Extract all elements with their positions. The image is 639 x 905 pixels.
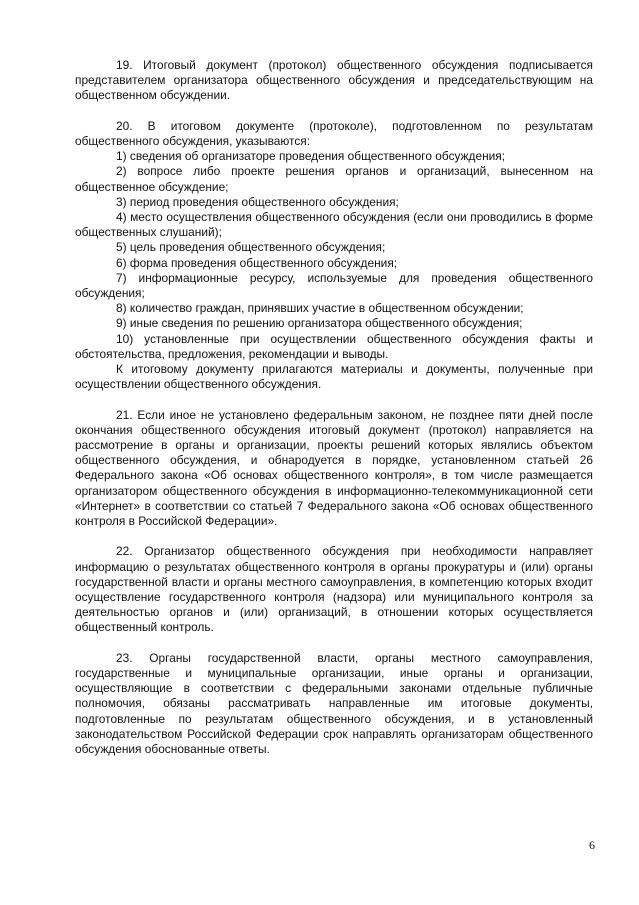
list-item-7: 7) информационные ресурсу, используемые для проведения общественного обсуждения;: [75, 270, 593, 301]
paragraph-item-19: 19. Итоговый документ (протокол) общественного обсуждения подписывается представителем организатора общественного обсуждения и председательствующим на общественном обсуждении.: [75, 58, 593, 103]
list-item-3: 3) период проведения общественного обсуждения;: [116, 194, 399, 209]
list-item-10: 10) установленные при осуществлении общественного обсуждения факты и обстоятельства, предложения, рекомендации и выводы.: [75, 331, 593, 361]
page-number: 6: [589, 838, 595, 852]
list-item-2: 2) вопросе либо проекте решения органов и организаций, вынесенном на общественное обсуждение;: [75, 164, 593, 194]
list-item-5: 5) цель проведения общественного обсуждения;: [116, 240, 386, 255]
document-body: [75, 58, 593, 757]
paragraph-item-20: 20. В итоговом документе (протоколе), подготовленном по результатам общественного обсуждения, указываются:: [75, 118, 593, 148]
paragraph-gap: [75, 529, 593, 544]
paragraph-item-22: 22. Организатор общественного обсуждения при необходимости направляет информацию о результатах общественного контроля в органы прокуратуры и (или) органы государственной власти и органы местного самоуправления, в компетенцию которых входит осуществление государственного контроля (надзора) или муниципального контроля за деятельностью органов и (или) организаций, в отношении которых осуществляется общественный контроль.: [75, 544, 593, 635]
list-item-6: 6) форма проведения общественного обсуждения;: [116, 255, 398, 270]
paragraph-gap: [75, 636, 593, 651]
paragraph-gap: [75, 392, 593, 407]
paragraph-item-23: 23. Органы государственной власти, органы местного самоуправления, государственные и муниципальные организации, иные органы и организации, осуществляющие в соответствии с федеральными законами отдельные публичные полномочия, обязаны рассматривать направленные им итоговые документы, подготовленные по результатам общественного обсуждения, и в установленный законодательством Российской Федерации срок направлять организаторам общественного обсуждения обоснованные ответы.: [75, 650, 593, 757]
paragraph-item-21: 21. Если иное не установлено федеральным законом, не позднее пяти дней после окончания общественного обсуждения итоговый документ (протокол) направляется на рассмотрение в органы и организации, проекты решений которых являлись объектом общественного обсуждения, и обнародуется в порядке, установленном статьей 26 Федерального закона «Об основах общественного контроля», в том числе размещается организатором общественного обсуждения в информационно-телекоммуникационной сети «Интернет» в соответствии со статьей 7 Федерального закона «Об основах общественного контроля в Российской Федерации».: [75, 407, 593, 529]
attachments-note: К итоговому документу прилагаются материалы и документы, полученные при осуществлении общественного обсуждения.: [75, 362, 593, 392]
list-item-4: 4) место осуществления общественного обсуждения (если они проводились в форме общественных слушаний);: [75, 210, 593, 240]
paragraph-gap: [75, 104, 593, 119]
list-item-9: 9) иные сведения по решению организатора общественного обсуждения;: [116, 316, 523, 331]
list-item-1: 1) сведения об организаторе проведения общественного обсуждения;: [116, 149, 506, 164]
list-item-8: 8) количество граждан, принявших участие в общественном обсуждении;: [116, 301, 524, 316]
